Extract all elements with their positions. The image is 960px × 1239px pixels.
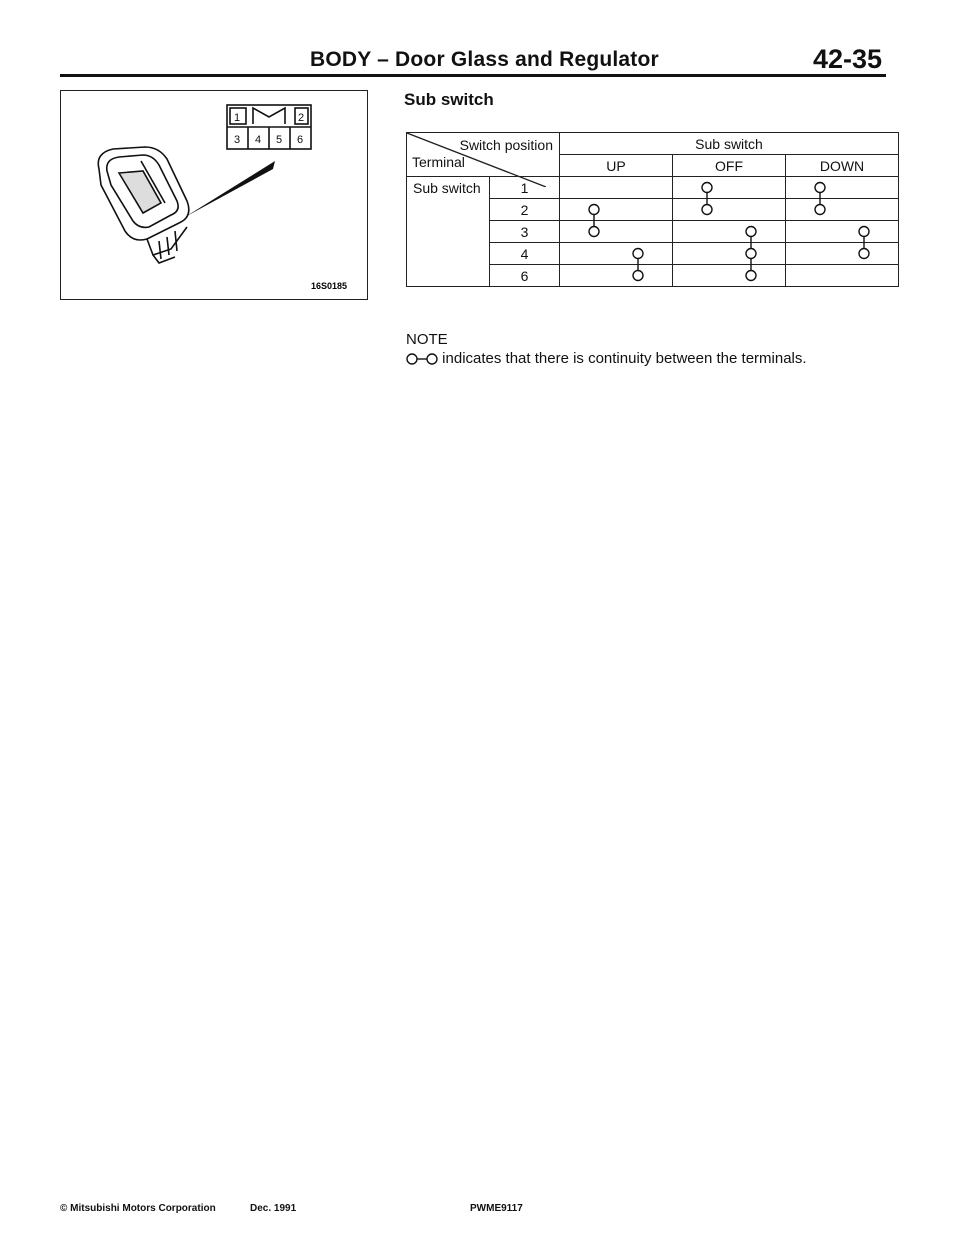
footer-doc-code: PWME9117 <box>470 1203 523 1214</box>
cell-4-down <box>786 243 899 265</box>
switch-figure <box>60 90 368 300</box>
cell-6-up <box>560 265 673 287</box>
footer-copyright: © Mitsubishi Motors Corporation <box>60 1203 216 1214</box>
note-line <box>406 349 807 368</box>
terminal-2: 2 <box>490 199 560 221</box>
note-label: NOTE <box>406 331 448 348</box>
pin-3: 3 <box>234 134 241 146</box>
footer-date: Dec. 1991 <box>250 1203 297 1214</box>
group-header: Sub switch <box>560 133 899 155</box>
col-header-off: OFF <box>673 155 786 177</box>
pin-5: 5 <box>276 134 283 146</box>
cell-4-up <box>560 243 673 265</box>
cell-6-off <box>673 265 786 287</box>
cell-3-down <box>786 221 899 243</box>
pin-6: 6 <box>297 134 304 146</box>
cell-6-down <box>786 265 899 287</box>
page-title: BODY – Door Glass and Regulator <box>310 48 659 71</box>
continuity-symbol-icon <box>406 352 438 366</box>
cell-1-off <box>673 177 786 199</box>
page-number: 42-35 <box>812 44 882 74</box>
cell-1-down <box>786 177 899 199</box>
continuity-table <box>406 132 899 287</box>
leader-arrow <box>185 161 275 217</box>
pin-2: 2 <box>298 112 305 124</box>
page-header <box>60 44 890 76</box>
table-corner <box>407 133 560 177</box>
cell-3-off <box>673 221 786 243</box>
terminal-1: 1 <box>490 177 560 199</box>
cell-4-off <box>673 243 786 265</box>
cell-2-off <box>673 199 786 221</box>
col-header-down: DOWN <box>786 155 899 177</box>
header-rule <box>60 74 886 77</box>
note-block <box>406 330 807 368</box>
cell-2-down <box>786 199 899 221</box>
switch-body <box>98 147 189 263</box>
pin-1: 1 <box>234 112 241 124</box>
pin-4: 4 <box>255 134 262 146</box>
section-title: Sub switch <box>404 90 494 109</box>
col-header-up: UP <box>560 155 673 177</box>
corner-terminal: Terminal <box>412 154 465 170</box>
terminal-4: 4 <box>490 243 560 265</box>
terminal-6: 6 <box>490 265 560 287</box>
cell-2-up <box>560 199 673 221</box>
figure-code: 16S0185 <box>311 281 348 291</box>
cell-3-up <box>560 221 673 243</box>
corner-switch-position: Switch position <box>459 137 553 153</box>
power-window-switch-icon <box>61 91 366 298</box>
terminal-3: 3 <box>490 221 560 243</box>
cell-1-up <box>560 177 673 199</box>
row-group-label: Sub switch <box>407 177 490 287</box>
note-text: indicates that there is continuity between the terminals. <box>442 350 807 367</box>
